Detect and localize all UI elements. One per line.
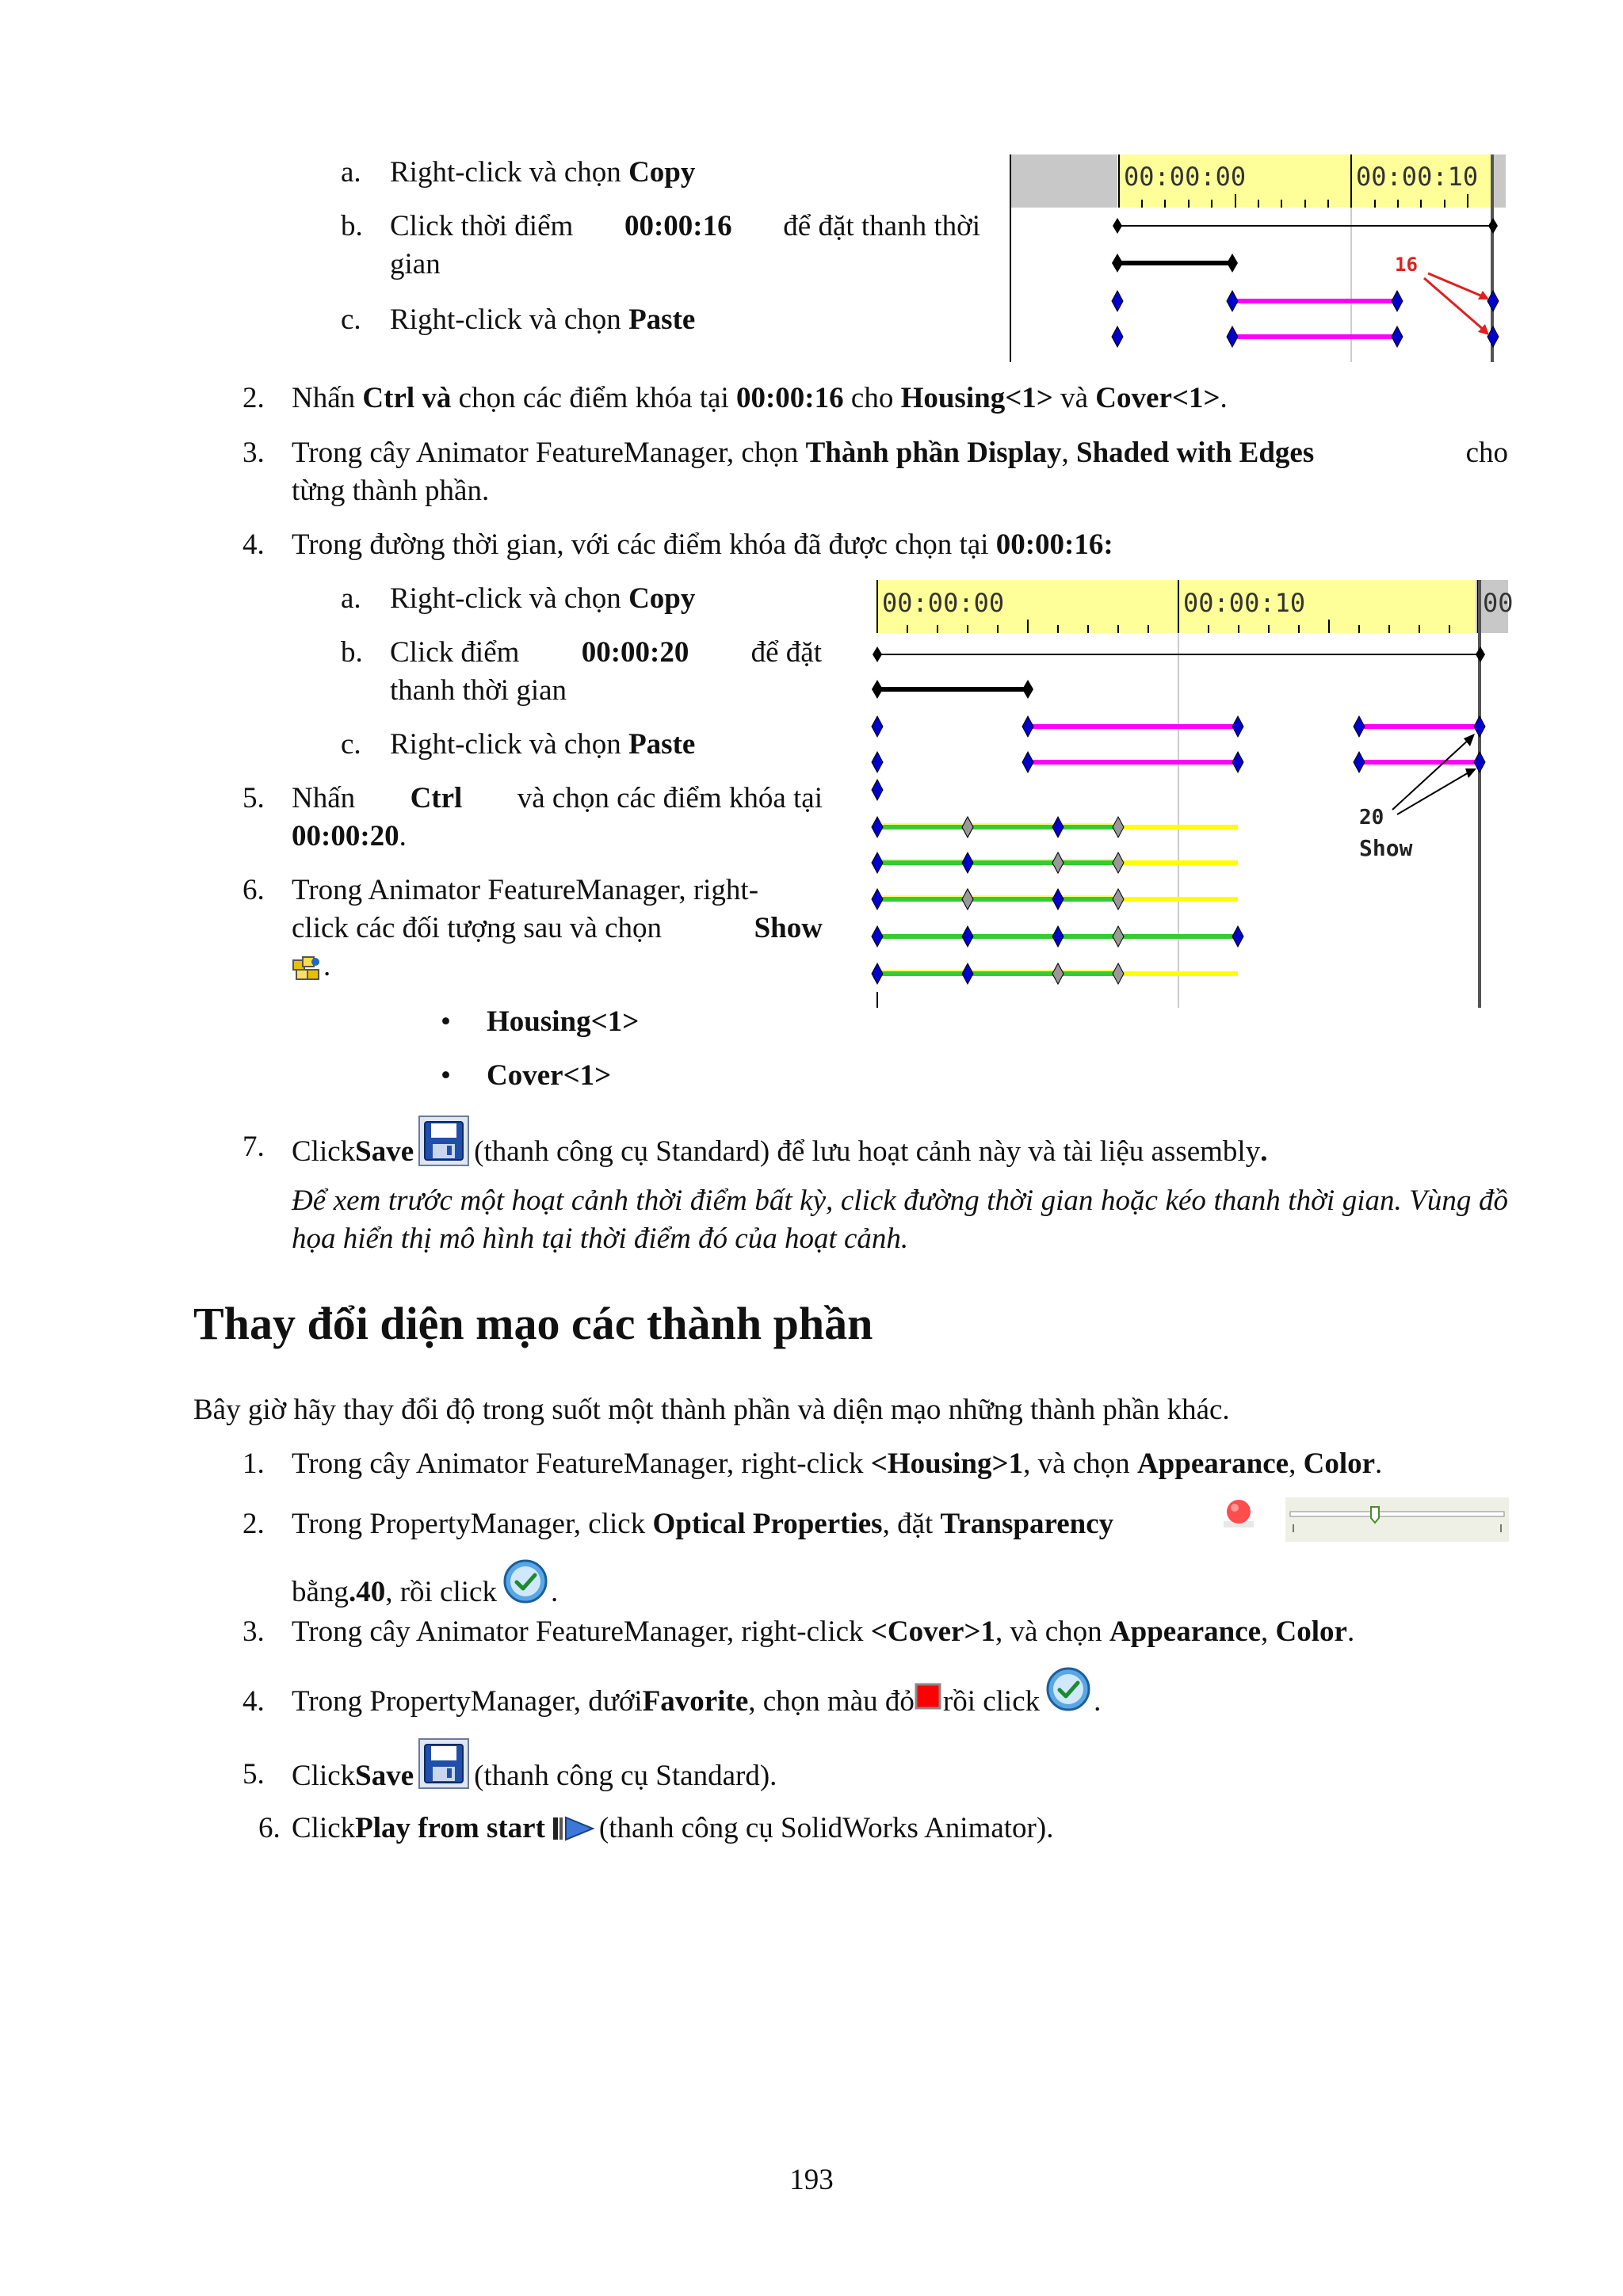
save-icon[interactable] [418,1738,469,1789]
timeline-2-label-10: 00:00:10 [1183,588,1306,618]
sec-step-2-line2: bằng .40 , rồi click . [292,1558,558,1611]
step-7-number: 7. [242,1131,265,1163]
sec-step-3-text: Trong cây Animator FeatureManager, right-click <Cover>1, và chọn Appearance, Color. [292,1615,1355,1648]
list-marker: b. [341,210,363,242]
timeline-1-screenshot [1010,154,1506,362]
step-3-text: Trong cây Animator FeatureManager, chọn Thành phần Display, Shaded with Edges cho từng thành phần. [292,437,1508,507]
timeline-2-screenshot [854,580,1514,1008]
step-5-number: 5. [242,782,265,814]
section-intro: Bây giờ hãy thay đổi độ trong suốt một thành phần và diện mạo những thành phần khác. [193,1394,1230,1426]
sec-step-5-text: Click Save (thanh công cụ Standard). [292,1733,777,1795]
timeline-2-label-0: 00:00:00 [882,588,1005,618]
transparency-icon [1220,1494,1257,1531]
step1-sub-a [341,154,361,192]
step-6-text: Trong Animator FeatureManager, right- click các đối tượng sau và chọn Show . [292,871,823,986]
sec-step-2-text: Trong PropertyManager, click Optical Properties, đặt Transparency [292,1508,1114,1540]
step1-sub-c-text: Right-click và chọn Paste [390,303,696,336]
timeline-1-label-0: 00:00:00 [1124,162,1247,192]
timeline-1-label-10: 00:00:10 [1356,162,1479,192]
save-icon[interactable] [418,1116,469,1166]
timeline-2-label-20: 00 [1483,588,1514,618]
ok-check-icon[interactable] [1044,1665,1092,1713]
timeline-2-annotation-word: Show [1359,835,1413,861]
timeline-1-annotation: 16 [1395,254,1418,276]
step4-sub-a-marker: a. [341,582,361,615]
step1-sub-c [341,301,361,339]
step1-sub-b-text: Click thời điểm 00:00:16 để đặt thanh thời gian [390,210,980,280]
step-3-number: 3. [242,437,265,469]
timeline-2-annotation-number: 20 [1359,806,1384,830]
step4-sub-c-text: Right-click và chọn Paste [390,728,696,761]
step1-sub-b [341,208,363,246]
bullet-1: • Housing<1> [441,1005,640,1038]
sec-step-1-text: Trong cây Animator FeatureManager, right-click <Housing>1, và chọn Appearance, Color. [292,1447,1383,1480]
step4-sub-b-marker: b. [341,636,363,669]
sec-step-4-text: Trong PropertyManager, dưới Favorite , chọn màu đỏ rồi click . [292,1661,1101,1721]
transparency-slider[interactable] [1285,1497,1509,1542]
timeline-1-gray-header [1010,154,1117,208]
sec-step-3-number: 3. [242,1615,265,1648]
bullet-2: • Cover<1> [441,1059,612,1092]
sec-step-1-number: 1. [242,1447,265,1480]
step4-sub-b-text: Click điểm 00:00:20 để đặt thanh thời gian [390,636,822,707]
step-4-text: Trong đường thời gian, với các điểm khóa đã được chọn tại 00:00:16: [292,528,1113,561]
page-number: 193 [789,2164,834,2196]
sec-step-6-number: 6. [258,1812,281,1844]
red-swatch-icon[interactable] [915,1683,941,1710]
step-2-text: Nhấn Ctrl và chọn các điểm khóa tại 00:00:16 cho Housing<1> và Cover<1>. [292,382,1228,414]
step-7-text: Click Save (thanh công cụ Standard) để lưu hoạt cảnh này và tài liệu assembly . [292,1108,1267,1171]
show-components-icon [292,954,323,986]
step-5-text: Nhấn Ctrl và chọn các điểm khóa tại 00:00:20. [292,782,823,852]
step4-sub-c-marker: c. [341,728,361,761]
play-from-start-icon[interactable] [552,1814,596,1843]
step-4-number: 4. [242,528,265,561]
ok-check-icon[interactable] [502,1558,549,1605]
section-title: Thay đổi diện mạo các thành phần [193,1298,873,1349]
sec-step-4-number: 4. [242,1685,265,1718]
sec-step-6-text: Click Play from start (thanh công cụ SolidWorks Animator). [292,1812,1054,1844]
step-7-note: Để xem trước một hoạt cảnh thời điểm bất kỳ, click đường thời gian hoặc kéo thanh thời gian. Vùng đồ họa hiển thị mô hình tại thời điểm đó của hoạt cảnh. [292,1184,1508,1255]
transparency-slider-thumb[interactable] [1371,1507,1379,1523]
sec-step-5-number: 5. [242,1758,265,1791]
step1-sub-a-text: Right-click và chọn Copy [390,156,696,189]
step-6-number: 6. [242,874,265,906]
step-2-number: 2. [242,382,265,414]
list-marker: c. [341,303,361,336]
step4-sub-a-text: Right-click và chọn Copy [390,582,696,615]
sec-step-2-number: 2. [242,1508,265,1540]
list-marker: a. [341,156,361,189]
